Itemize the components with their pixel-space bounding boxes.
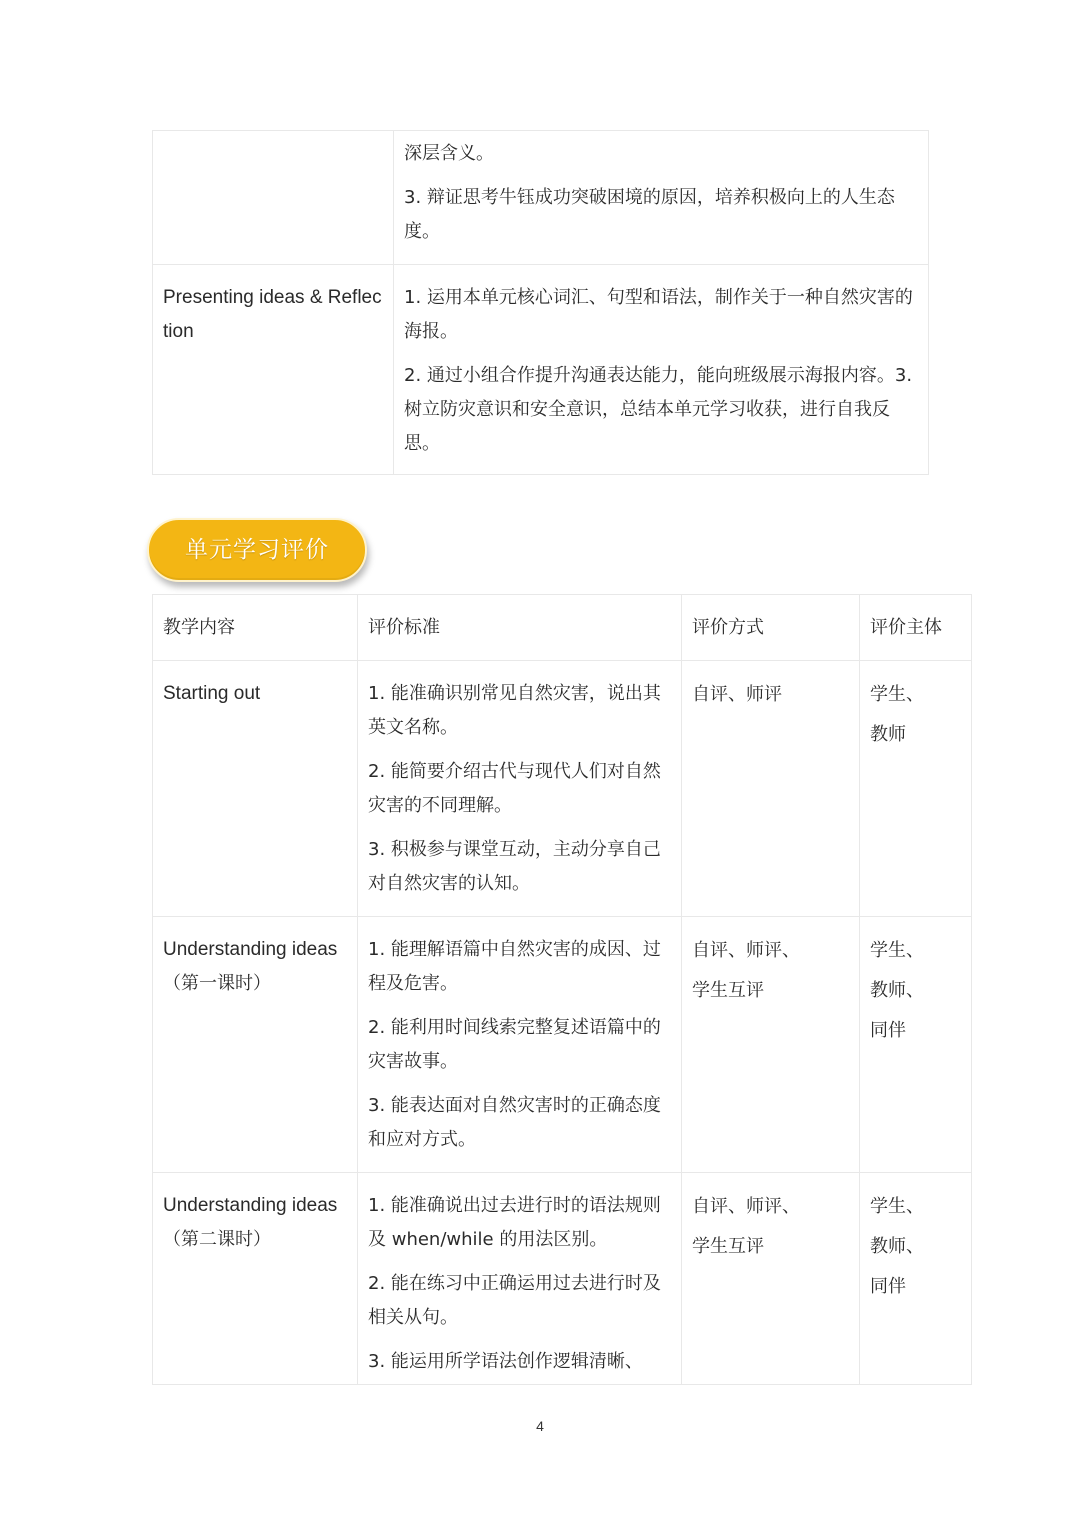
method-cell (682, 917, 860, 1173)
section-label: Presenting ideas & Reflection (163, 287, 382, 342)
criteria-text: 1. 能准确识别常见自然灾害，说出其英文名称。 (368, 683, 661, 738)
criteria-cell (358, 661, 682, 917)
section-cell (153, 131, 394, 265)
subject-text: 学生、 (870, 684, 924, 705)
table-row (153, 1173, 972, 1385)
content-sublabel: （第二课时） (163, 1229, 271, 1250)
table-row (153, 917, 972, 1173)
objectives-cell (394, 131, 929, 265)
objective-text: 2. 通过小组合作提升沟通表达能力，能向班级展示海报内容。3. 树立防灾意识和安全意识，总结本单元学习收获，进行自我反思。 (404, 365, 913, 454)
criteria-text: 2. 能简要介绍古代与现代人们对自然灾害的不同理解。 (368, 761, 661, 816)
content-cell (153, 917, 358, 1173)
section-heading-badge (147, 518, 367, 582)
section-cell (153, 265, 394, 475)
table-row (153, 661, 972, 917)
criteria-cell (358, 917, 682, 1173)
objectives-table (152, 130, 929, 475)
content-cell (153, 661, 358, 917)
subject-text: 教师、 (870, 1236, 924, 1257)
criteria-text: 2. 能在练习中正确运用过去进行时及相关从句。 (368, 1273, 661, 1328)
content-sublabel: （第一课时） (163, 973, 271, 994)
content-label: Understanding ideas (163, 1195, 338, 1216)
subject-text: 同伴 (870, 1276, 906, 1297)
table-row (153, 265, 929, 475)
content-label: Starting out (163, 683, 261, 704)
subject-cell (860, 917, 972, 1173)
subject-text: 学生、 (870, 940, 924, 961)
subject-text: 学生、 (870, 1196, 924, 1217)
criteria-cell (358, 1173, 682, 1385)
evaluation-table (152, 594, 972, 1385)
criteria-text: 3. 能运用所学语法创作逻辑清晰、 (368, 1351, 643, 1372)
content-label: Understanding ideas (163, 939, 338, 960)
method-text: 学生互评 (692, 980, 764, 1001)
header-cell-subject: 评价主体 (860, 595, 972, 661)
table-row (153, 131, 929, 265)
criteria-text: 3. 积极参与课堂互动，主动分享自己对自然灾害的认知。 (368, 839, 661, 894)
section-heading-title: 单元学习评价 (185, 537, 329, 563)
objective-text: 3. 辩证思考牛钰成功突破困境的原因，培养积极向上的人生态度。 (404, 187, 895, 242)
criteria-text: 1. 能准确说出过去进行时的语法规则及 when/while 的用法区别。 (368, 1195, 661, 1250)
objective-text: 1. 运用本单元核心词汇、句型和语法，制作关于一种自然灾害的海报。 (404, 287, 913, 342)
content-cell (153, 1173, 358, 1385)
method-text: 自评、师评、 (692, 1196, 800, 1217)
subject-text: 教师、 (870, 980, 924, 1001)
criteria-text: 2. 能利用时间线索完整复述语篇中的灾害故事。 (368, 1017, 661, 1072)
subject-cell (860, 1173, 972, 1385)
objective-text: 深层含义。 (404, 143, 494, 164)
subject-text: 教师 (870, 724, 906, 745)
objectives-cell (394, 265, 929, 475)
criteria-text: 1. 能理解语篇中自然灾害的成因、过程及危害。 (368, 939, 661, 994)
subject-text: 同伴 (870, 1020, 906, 1041)
method-cell (682, 661, 860, 917)
method-text: 自评、师评、 (692, 940, 800, 961)
method-text: 学生互评 (692, 1236, 764, 1257)
criteria-text: 3. 能表达面对自然灾害时的正确态度和应对方式。 (368, 1095, 661, 1150)
method-text: 自评、师评 (692, 684, 782, 705)
header-cell-content: 教学内容 (153, 595, 358, 661)
page-number: 4 (536, 1418, 544, 1434)
table-header-row (153, 595, 972, 661)
header-cell-method: 评价方式 (682, 595, 860, 661)
subject-cell (860, 661, 972, 917)
header-cell-criteria: 评价标准 (358, 595, 682, 661)
method-cell (682, 1173, 860, 1385)
